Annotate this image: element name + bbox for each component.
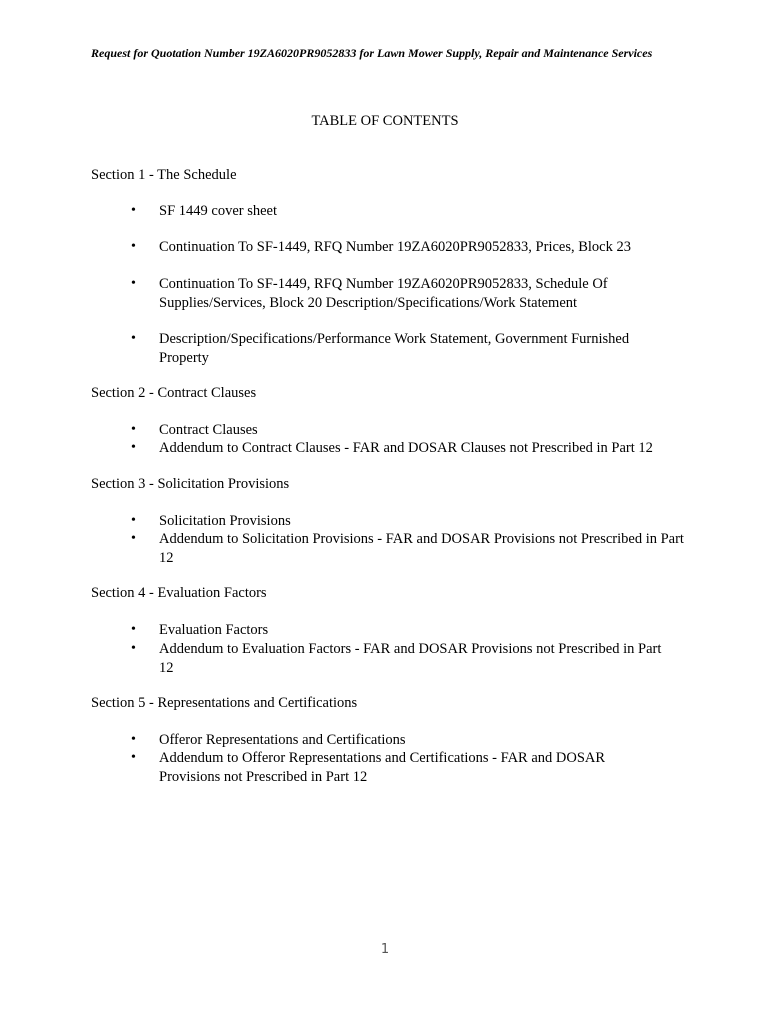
bullet-icon: • [131,641,136,656]
section-1-title: Section 1 - The Schedule [91,167,237,183]
bullet-icon: • [131,239,136,254]
list-item [0,330,659,367]
list-item [0,749,639,786]
list-item [0,621,699,640]
bullet-icon: • [131,513,136,528]
list-item-text: Solicitation Provisions [159,513,291,529]
document-header: Request for Quotation Number 19ZA6020PR9052833 for Lawn Mower Supply, Repair and Maintenance Services [91,46,653,60]
list-item-text: Addendum to Solicitation Provisions - FAR and DOSAR Provisions not Prescribed in Part 12 [159,531,684,566]
list-item-text: Continuation To SF-1449, RFQ Number 19ZA6020PR9052833, Schedule Of Supplies/Services, Block 20 Description/Specifications/Work Statement [159,276,608,311]
bullet-icon: • [131,203,136,218]
bullet-icon: • [131,622,136,637]
list-item-text: Continuation To SF-1449, RFQ Number 19ZA6020PR9052833, Prices, Block 23 [159,239,631,255]
bullet-icon: • [131,732,136,747]
list-item-text: SF 1449 cover sheet [159,203,277,219]
list-item [0,238,699,257]
section-2-title: Section 2 - Contract Clauses [91,385,257,401]
list-item [0,421,699,440]
section-3-title: Section 3 - Solicitation Provisions [91,476,290,492]
list-item [0,202,699,221]
list-item-text: Addendum to Contract Clauses - FAR and DOSAR Clauses not Prescribed in Part 12 [159,440,653,456]
list-item [0,512,699,531]
list-item-text: Addendum to Offeror Representations and Certifications - FAR and DOSAR Provisions not Prescribed in Part 12 [159,750,606,785]
section-4-title: Section 4 - Evaluation Factors [91,585,267,601]
section-5-title: Section 5 - Representations and Certifications [91,695,358,711]
bullet-icon: • [131,440,136,455]
bullet-icon: • [131,531,136,546]
list-item [0,731,699,750]
page-number: 1 [380,942,390,957]
bullet-icon: • [131,331,136,346]
list-item-text: Contract Clauses [159,422,258,438]
toc-title: TABLE OF CONTENTS [311,113,459,129]
list-item-text: Evaluation Factors [159,622,269,638]
bullet-icon: • [131,276,136,291]
list-item-text: Addendum to Evaluation Factors - FAR and DOSAR Provisions not Prescribed in Part 12 [159,641,662,676]
list-item [0,275,639,312]
bullet-icon: • [131,422,136,437]
list-item-text: Description/Specifications/Performance Work Statement, Government Furnished Property [159,331,630,366]
list-item [0,439,719,458]
list-item [0,640,669,677]
bullet-icon: • [131,750,136,765]
list-item-text: Offeror Representations and Certifications [159,732,406,748]
list-item [0,530,689,567]
